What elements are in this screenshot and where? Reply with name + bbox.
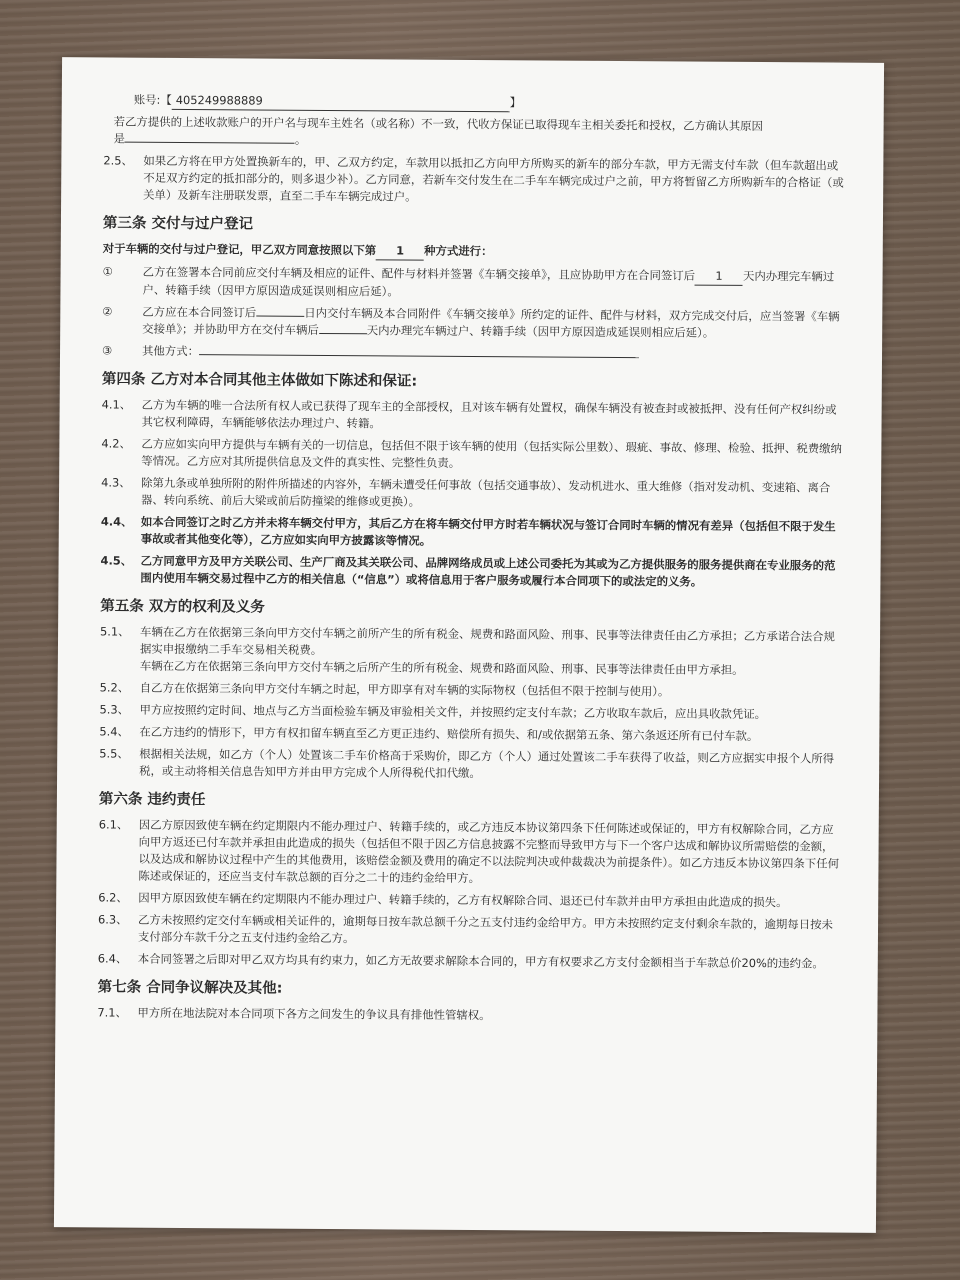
clause-number: 6.2、 [98,890,128,905]
clause-number: 4.5、 [100,553,133,568]
option-2-a: 乙方应在本合同签订后 [142,304,257,320]
clause-6-1 [98,816,840,889]
clause-text: 甲方应按照约定时间、地点与乙方当面检验车辆及审验相关文件，并按照约定支付车款；乙方收取车款后，应出具收款凭证。 [139,702,767,722]
account-line [134,92,846,115]
clause-5-1-a: 车辆在乙方在依据第三条向甲方交付车辆之前所产生的所有税金、规费和路面风险、刑事、民事等法律责任由乙方承担；乙方承诺合法合规据实申报缴纳二手车交易相关税费。 [139,624,835,657]
clause-2-5 [103,152,845,208]
clause-text: 自乙方在依据第三条向甲方交付车辆之时起，甲方即享有对车辆的实际物权（包括但不限于控制与使用）。 [139,680,670,699]
reason-blank [125,142,295,144]
clause-number: 4.4、 [100,514,133,529]
option-number: ② [102,304,113,319]
clause-5-2 [100,679,842,701]
option-1 [102,263,844,303]
clause-6-3 [98,911,840,950]
clause-number: 4.1、 [101,397,132,412]
option-text [142,264,844,304]
clause-text: 本合同签署之后即对甲乙双方均具有约束力，如乙方无故要求解除本合同的，甲方有权要求乙方支付金额相当于车款总价20%的违约金。 [137,951,824,971]
clause-7-1 [97,1004,839,1026]
clause-5-1 [100,623,842,679]
clause-4-2 [101,435,843,474]
clause-number: 6.1、 [98,817,129,832]
clause-6-4 [98,950,840,972]
lead-pre: 对于车辆的交付与过户登记，甲乙双方同意按照以下第 [102,241,377,258]
clause-5-1-b: 车辆在乙方在依据第三条向甲方交付车辆之后所产生的所有税金、规费和路面风险、刑事、民事等法律责任由甲方承担。 [139,658,744,677]
clause-5-4 [99,723,841,745]
clause-number: 4.3、 [101,475,131,490]
clause-number: 7.1、 [97,1005,127,1020]
clause-text: 甲方所在地法院对本合同项下各方之间发生的争议具有排他性管辖权。 [137,1005,491,1023]
clause-number: 4.2、 [101,436,131,451]
clause-text: 因甲方原因致使车辆在约定期限内不能办理过户、转籍手续的，乙方有权解除合同、退还已付车款并由甲方承担由此造成的损失。 [138,890,788,910]
intro-pre: 是 [113,131,125,146]
article-6-title: 第六条 违约责任 [98,791,206,809]
clause-text: 乙方应如实向甲方提供与车辆有关的一切信息，包括但不限于该车辆的使用（包括实际公里数）、瑕疵、事故、修理、检验、抵押、税费缴纳等情况。乙方应对其所提供信息及文件的真实性、完整性负责。 [141,436,842,470]
article-3-title: 第三条 交付与过户登记 [102,215,254,233]
option-3 [102,342,844,364]
clause-text: 乙方同意甲方及甲方关联公司、生产厂商及其关联公司、品牌网络成员或上述公司委托为其或为乙方提供服务的服务提供商在专业服务的范围内使用车辆交易过程中乙方的相关信息（“信息”）或将信息用于客户服务或履行本合同项下的或法定的义务。 [140,553,836,589]
lead-value: 1 [376,242,424,260]
clause-4-1 [101,396,843,435]
clause-4-5 [100,552,842,591]
clause-4-3 [101,474,843,513]
option-number: ③ [101,343,113,358]
option-1-post: 天内办理完车辆过户、转籍手续（因甲方原因造成延误则相应后延）。 [142,268,835,299]
option-2-blank-2 [319,333,367,334]
option-2-c: 天内办理完车辆过户、转籍手续（因甲方原因造成延误则相应后延）。 [366,323,715,340]
option-1-days: 1 [695,268,743,286]
clause-4-4 [101,513,843,552]
clause-number: 2.5、 [103,153,133,168]
clause-number: 5.2、 [99,680,130,695]
option-text [142,304,844,343]
clause-6-2 [98,889,840,911]
clause-text: 如果乙方将在甲方处置换新车的，甲、乙双方约定，车款用以抵扣乙方向甲方所购买的新车的部分车款，甲方无需支付车款（但车款超出或不足双方约定的抵扣部分的，则多退少补）。乙方同意，若新车交付发生在二手车车辆完成过户之前，甲方将暂留乙方所购新车的合格证（或关单）及新车注册联发票，直至二手车车辆完成过户。 [143,153,844,204]
article-3-lead [103,240,845,263]
clause-number: 5.4、 [99,724,129,739]
clause-text: 如本合同签订之时乙方并未将车辆交付甲方，其后乙方在将车辆交付甲方时若车辆状况与签订合同时车辆的情况有差异（包括但不限于发生事故或者其他变化等），乙方应如实向甲方披露该等情况。 [140,514,836,548]
contract-content [97,91,846,1031]
option-1-pre: 乙方在签署本合同前应交付车辆及相应的证件、配件与材料并签署《车辆交接单》，且应协助甲方在合同签订后 [142,264,696,283]
clause-5-5 [99,745,841,784]
clause-text: 因乙方原因致使车辆在约定期限内不能办理过户、转籍手续的，或乙方违反本协议第四条下任何陈述或保证的，甲方有权解除合同，乙方应向甲方返还已付车款并承担由此造成的损失（包括但不限于因乙方信息披露不完整而导致甲方与下一个客户达成和解协议所需赔偿的金额，以及达成和解协议过程中产生的其他费用，该赔偿金额及费用的确定不以法院判决或仲裁裁决为前提条件）。如乙方违反本协议第四条下任何陈述或保证的，还应当支付车款总额的百分之二十的违约金给甲方。 [138,817,840,886]
article-7-title: 第七条 合同争议解决及其他: [97,979,283,997]
intro-line-1: 若乙方提供的上述收款账户的开户名与现车主姓名（或名称）不一致，代收方保证已取得现车主相关委托和授权，乙方确认其原因 [113,114,763,134]
lead-post: 种方式进行： [424,243,493,259]
intro-post: 。 [294,132,307,147]
clause-text: 在乙方违约的情形下，甲方有权扣留车辆直至乙方更正违约、赔偿所有损失、和/或依据第五条、第六条返还所有已付车款。 [139,724,759,744]
clause-text: 乙方为车辆的唯一合法所有权人或已获得了现车主的全部授权，且对该车辆有处置权，确保车辆没有被查封或被抵押、没有任何产权纠纷或其它权利障碍，车辆能够依法办理过户、转籍。 [141,397,837,431]
clause-number: 6.3、 [98,912,128,927]
option-text [142,343,844,365]
clause-number: 5.5、 [99,746,129,761]
clause-5-3 [99,701,841,723]
article-4-title: 第四条 乙方对本合同其他主体做如下陈述和保证: [101,371,418,390]
account-number: 405249988889 [172,92,510,112]
option-2 [102,303,844,342]
clause-text: 除第九条或单独所附的附件所描述的内容外，车辆未遭受任何事故（包括交通事故）、发动机进水、重大维修（指对发动机、变速箱、离合器、转向系统、前后大梁或前后防撞梁的维修或更换）。 [140,475,831,509]
account-label: 账号:【 [133,92,172,107]
option-2-blank-1 [256,316,304,317]
clause-number: 5.3、 [99,702,130,717]
contract-page [54,57,884,1233]
clause-text: 乙方未按照约定交付车辆或相关证件的，逾期每日按车款总额千分之五支付违约金给甲方。甲方未按照约定支付剩余车款的，逾期每日按未支付部分车款千分之五支付违约金给乙方。 [137,912,833,946]
option-3-label: 其他方式： [141,343,200,359]
option-number: ① [102,264,113,279]
other-method-blank [199,354,639,358]
clause-text [140,624,842,680]
clause-number: 5.1、 [100,624,130,639]
option-2-b: 日内交付车辆及本合同附件《车辆交接单》所约定的证件、配件与材料，双方完成交付后，应当签署《车辆交接单》；并协助甲方在交付车辆后 [142,305,840,337]
clause-text: 根据相关法规，如乙方（个人）处置该二手车价格高于采购价，即乙方（个人）通过处置该二手车获得了收益，则乙方应据实申报个人所得税，或主动将相关信息告知甲方并由甲方完成个人所得税代扣代缴。 [139,746,835,781]
clause-number: 6.4、 [97,951,128,966]
account-close: 】 [509,95,522,110]
article-5-title: 第五条 双方的权利及义务 [100,598,265,616]
